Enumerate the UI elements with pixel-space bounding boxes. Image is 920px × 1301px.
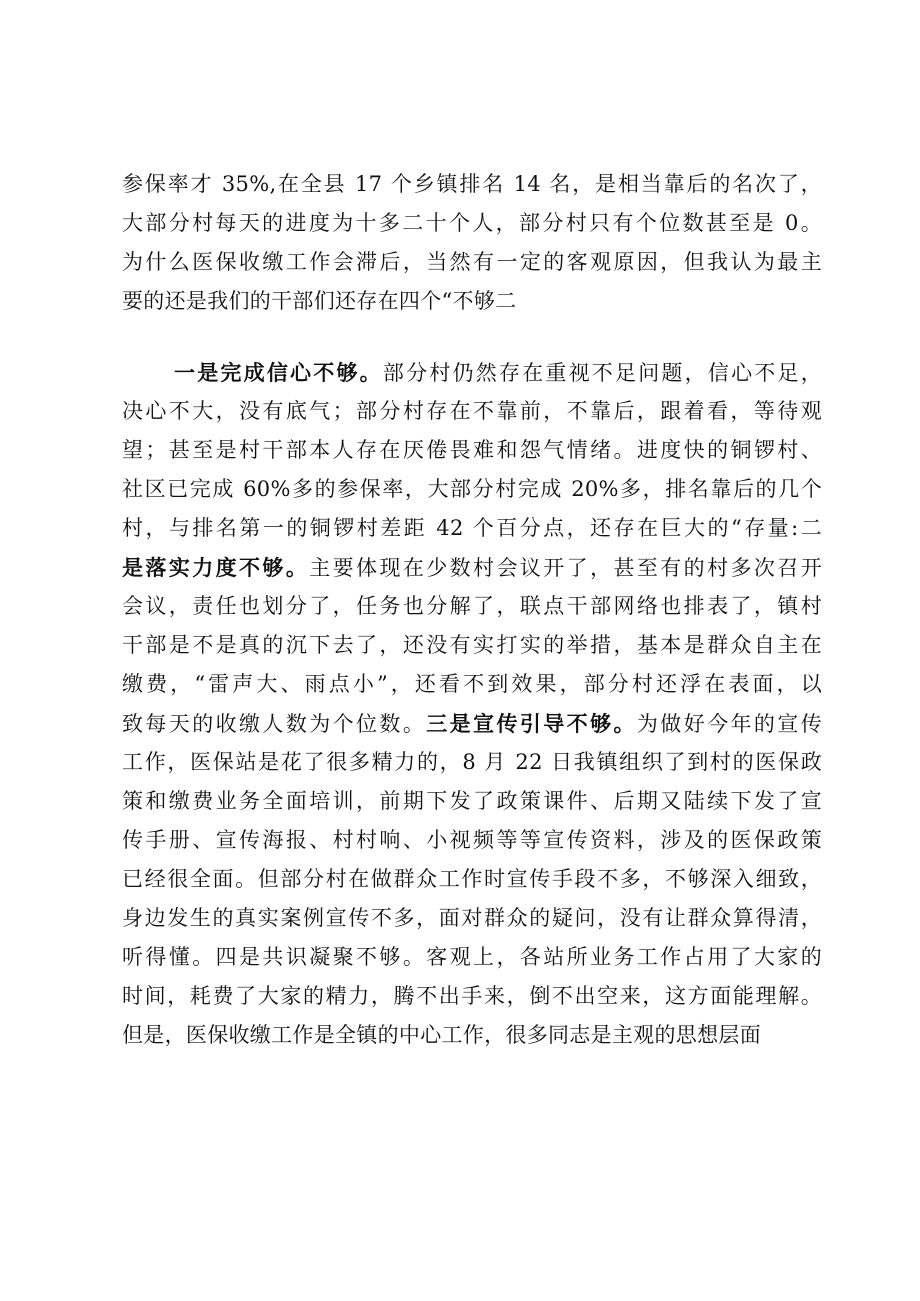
text-line: 缴费，“雷声大、雨点小”，还看不到效果，部分村还浮在表面，以 [122, 672, 822, 696]
text-line: 要的还是我们的干部们还存在四个“不够二 [122, 289, 517, 313]
heading-confidence: 一是完成信心不够。 [174, 360, 383, 385]
text-line: 社区已完成 60%多的参保率，大部分村完成 20%多，排名靠后的几个 [122, 477, 822, 501]
text-line [122, 548, 822, 587]
text-line: 时间，耗费了大家的精力，腾不出手来，倒不出空来，这方面能理解。 [122, 984, 822, 1008]
text-segment: 致每天的收缴人数为个位数。 [122, 712, 427, 736]
text-line: 会议，责任也划分了，任务也分解了，联点干部网络也排表了，镇村 [122, 594, 822, 618]
text-line: 听得懂。四是共识凝聚不够。客观上，各站所业务工作占用了大家的 [122, 945, 822, 969]
text-line: 但是，医保收缴工作是全镇的中心工作，很多同志是主观的思想层面 [122, 1023, 761, 1047]
text-line: 已经很全面。但部分村在做群众工作时宣传手段不多，不够深入细致， [122, 867, 822, 891]
paragraph-four-shortcomings [122, 353, 822, 1055]
text-line [122, 704, 822, 743]
text-line: 参保率才 35%,在全县 17 个乡镇排名 14 名，是相当靠后的名次了， [122, 172, 822, 196]
text-line: 大部分村每天的进度为十多二十个人，部分村只有个位数甚至是 0。 [122, 211, 822, 235]
text-segment: 部分村仍然存在重视不足问题，信心不足， [382, 361, 822, 385]
heading-implementation: 是落实力度不够。 [122, 555, 310, 580]
text-line: 村，与排名第一的铜锣村差距 42 个百分点，还存在巨大的“存量:二 [122, 516, 822, 540]
text-segment: 主要体现在少数村会议开了，甚至有的村多次召开 [309, 556, 822, 580]
text-line: 决心不大，没有底气；部分村存在不靠前，不靠后，跟着看，等待观 [122, 399, 822, 423]
text-line: 望；甚至是村干部本人存在厌倦畏难和怨气情绪。进度快的铜锣村、 [122, 438, 822, 462]
text-line: 干部是不是真的沉下去了，还没有实打实的举措，基本是群众自主在 [122, 633, 822, 657]
text-line [122, 353, 822, 392]
text-line: 为什么医保收缴工作会滞后，当然有一定的客观原因，但我认为最主 [122, 250, 822, 274]
text-segment: 为做好今年的宣传 [636, 712, 822, 736]
text-line: 身边发生的真实案例宣传不多，面对群众的疑问，没有让群众算得清， [122, 906, 822, 930]
text-line: 传手册、宣传海报、村村响、小视频等等宣传资料，涉及的医保政策 [122, 828, 822, 852]
text-line: 工作，医保站是花了很多精力的，8 月 22 日我镇组织了到村的医保政 [122, 750, 822, 774]
heading-publicity: 三是宣传引导不够。 [426, 711, 637, 736]
text-line: 策和缴费业务全面培训，前期下发了政策课件、后期又陆续下发了宣 [122, 789, 822, 813]
paragraph-intro [122, 165, 822, 321]
